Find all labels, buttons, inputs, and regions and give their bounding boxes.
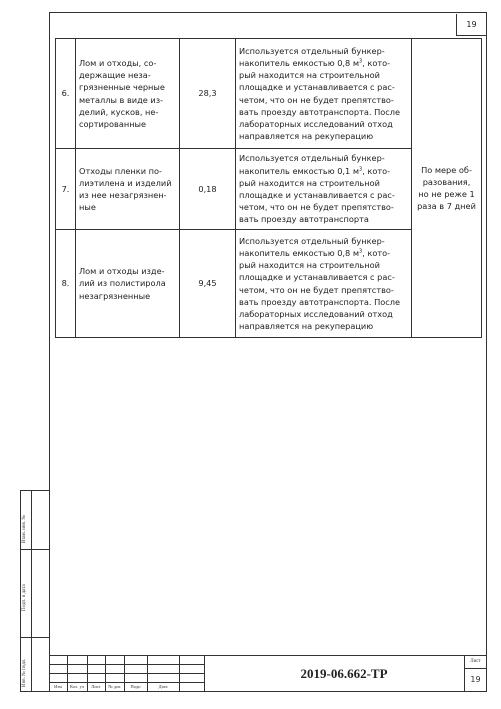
inv-original-label: Инв. № подл. xyxy=(22,658,27,687)
side-divider xyxy=(21,549,49,550)
stamp-col-docnum: № док xyxy=(108,684,121,689)
storage-method: Используется отдельный бункер- накопитель емкостью 0,1 $м^3$, кото- рый находится на строительной площадке и устанавливается с рас- четом, что он не будет препятство- вать проезду автотранспорта xyxy=(236,149,412,230)
waste-name: Лом и отходы, со- держащие неза- грязненные черные металлы в виде из- делий, кусков, не- сортированные xyxy=(76,39,180,149)
stamp-col-sheet: Лист xyxy=(91,684,101,689)
row-number: 7. xyxy=(56,149,76,230)
stamp-col-date: Дата xyxy=(158,684,168,689)
waste-amount: 28,3 xyxy=(180,39,236,149)
row-number: 8. xyxy=(56,230,76,338)
sign-date-label: Подп. и дата xyxy=(22,584,27,611)
waste-name: Лом и отходы изде- лий из полистирола незагрязненные xyxy=(76,230,180,338)
removal-frequency: По мере об- разования, но не реже 1 раза в 7 дней xyxy=(412,39,482,338)
document-code: 2019-06.662-ТР xyxy=(300,665,388,681)
storage-method: Используется отдельный бункер- накопитель емкостью 0,8 $м^3$, кото- рый находится на строительной площадке и устанавливается с рас- четом, что он не будет препятство- вать проезду автотранспорта. После лабораторных исследований отход направляется на рекуперацию xyxy=(236,39,412,149)
row-number: 6. xyxy=(56,39,76,149)
stamp-sheet-number: 19 xyxy=(470,675,481,684)
stamp-line xyxy=(49,673,204,674)
stamp-col-change: Изм xyxy=(54,684,62,689)
stamp-sheet-label: Лист xyxy=(470,659,481,664)
title-block xyxy=(49,655,487,692)
stamp-line xyxy=(49,664,204,665)
table-row xyxy=(56,39,482,149)
storage-method: Используется отдельный бункер- накопитель емкостью 0,8 $м^3$, кото- рый находится на строительной площадке и устанавливается с рас- четом, что он не будет препятство- вать проезду автотранспорта. После лабораторных исследований отход направляется на рекуперацию xyxy=(236,230,412,338)
replace-inv-label: Взам. инв. № xyxy=(22,514,27,543)
side-stamp xyxy=(20,490,49,692)
stamp-col-sign: Подп xyxy=(130,684,141,689)
page-number: 19 xyxy=(466,20,477,29)
stamp-line xyxy=(179,655,180,692)
page-number-box xyxy=(456,14,486,36)
stamp-col-count: Кол. уч xyxy=(70,684,84,689)
waste-amount: 9,45 xyxy=(180,230,236,338)
stamp-line xyxy=(49,682,204,683)
side-divider xyxy=(31,491,32,691)
side-divider xyxy=(21,637,49,638)
waste-table xyxy=(55,38,482,338)
waste-amount: 0,18 xyxy=(180,149,236,230)
waste-name: Отходы пленки по- лиэтилена и изделий из нее незагрязнен- ные xyxy=(76,149,180,230)
